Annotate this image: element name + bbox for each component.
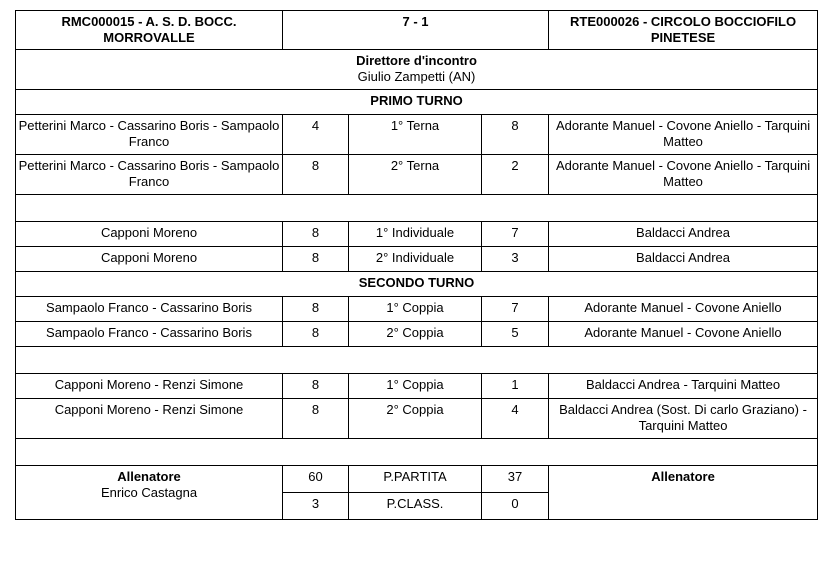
game-label: 2° Terna [349,155,482,195]
table-row [16,247,818,272]
home-score: 8 [283,247,349,272]
away-players: Adorante Manuel - Covone Aniello - Tarquini Matteo [549,155,818,195]
home-coach-label: Allenatore [117,469,181,484]
game-label: 1° Individuale [349,222,482,247]
home-players: Sampaolo Franco - Cassarino Boris [16,322,283,347]
director-label: Direttore d'incontro [356,53,477,68]
home-score: 8 [283,322,349,347]
p-partita-away: 37 [482,466,549,493]
game-label: 2° Individuale [349,247,482,272]
home-coach-name: Enrico Castagna [100,485,198,500]
spacer-row [16,347,818,374]
away-players: Adorante Manuel - Covone Aniello - Tarquini Matteo [549,115,818,155]
game-label: 1° Terna [349,115,482,155]
away-score: 2 [482,155,549,195]
table-row [16,155,818,195]
away-score: 1 [482,374,549,399]
table-row [16,374,818,399]
home-score: 8 [283,222,349,247]
away-players: Baldacci Andrea - Tarquini Matteo [549,374,818,399]
footer-row-partita [16,466,818,493]
away-score: 8 [482,115,549,155]
game-label: 1° Coppia [349,374,482,399]
p-partita-label: P.PARTITA [349,466,482,493]
home-team-name: RMC000015 - A. S. D. BOCC. MORROVALLE [16,11,283,50]
away-team-name: RTE000026 - CIRCOLO BOCCIOFILO PINETESE [549,11,818,50]
spacer-row [16,195,818,222]
away-players: Adorante Manuel - Covone Aniello [549,322,818,347]
secondo-turno-title: SECONDO TURNO [16,272,818,297]
away-players: Baldacci Andrea [549,247,818,272]
away-coach-label: Allenatore [651,469,715,484]
game-label: 1° Coppia [349,297,482,322]
director-name: Giulio Zampetti (AN) [357,69,476,84]
home-players: Sampaolo Franco - Cassarino Boris [16,297,283,322]
away-players: Adorante Manuel - Covone Aniello [549,297,818,322]
home-score: 8 [283,399,349,439]
p-partita-home: 60 [283,466,349,493]
header-row [16,11,818,50]
home-players: Petterini Marco - Cassarino Boris - Sampaolo Franco [16,155,283,195]
game-label: 2° Coppia [349,399,482,439]
secondo-turno-row [16,272,818,297]
game-label: 2° Coppia [349,322,482,347]
home-players: Capponi Moreno [16,222,283,247]
p-class-label: P.CLASS. [349,493,482,520]
spacer-row [16,439,818,466]
away-coach-cell [549,466,818,520]
away-score: 5 [482,322,549,347]
away-players: Baldacci Andrea [549,222,818,247]
home-score: 8 [283,374,349,399]
home-players: Capponi Moreno - Renzi Simone [16,374,283,399]
table-row [16,222,818,247]
away-score: 7 [482,222,549,247]
home-players: Capponi Moreno - Renzi Simone [16,399,283,439]
home-score: 8 [283,297,349,322]
table-row [16,297,818,322]
home-score: 4 [283,115,349,155]
home-players: Capponi Moreno [16,247,283,272]
table-row [16,322,818,347]
away-score: 4 [482,399,549,439]
home-score: 8 [283,155,349,195]
table-row [16,115,818,155]
away-players: Baldacci Andrea (Sost. Di carlo Graziano) - Tarquini Matteo [549,399,818,439]
primo-turno-row [16,90,818,115]
home-coach-cell [16,466,283,520]
away-score: 7 [482,297,549,322]
match-report-table [15,10,818,520]
match-score: 7 - 1 [283,11,549,50]
p-class-away: 0 [482,493,549,520]
home-players: Petterini Marco - Cassarino Boris - Sampaolo Franco [16,115,283,155]
director-row [16,50,818,90]
table-row [16,399,818,439]
away-score: 3 [482,247,549,272]
primo-turno-title: PRIMO TURNO [16,90,818,115]
p-class-home: 3 [283,493,349,520]
